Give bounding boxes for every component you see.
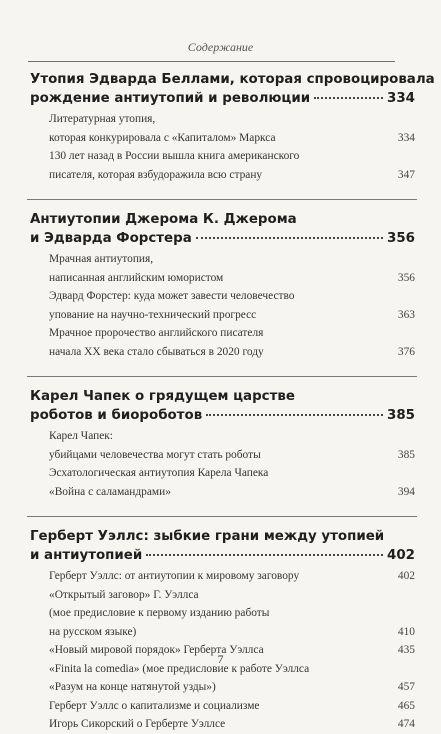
entry-page-number: 334 [397, 131, 415, 144]
dot-leader [196, 237, 383, 239]
section-title[interactable] [30, 210, 415, 248]
running-header: Содержание [187, 40, 254, 54]
section-entries [30, 110, 415, 184]
entry-page-number: 385 [397, 448, 415, 461]
section-title-line: Карел Чапек о грядущем царстве [30, 389, 295, 404]
entry-title-line: на русском языке) [49, 625, 137, 638]
section-title-line: Утопия Эдварда Беллами, которая спровоцировала [30, 72, 435, 87]
dot-leader [146, 554, 383, 556]
entry-title-line: Карел Чапек: [49, 430, 113, 442]
toc-section [30, 376, 415, 501]
entry-title-line: «Война с саламандрами» [49, 485, 171, 498]
table-of-contents [30, 70, 435, 734]
entry-title-line: Эсхатологическая антиутопия Карела Чапека [49, 467, 269, 479]
entry-title-line: Мрачная антиутопия, [49, 253, 154, 265]
toc-entry[interactable] [49, 697, 415, 716]
entry-title-line: «Finita la comedia» (мое предисловие к работе Уэллса [49, 662, 310, 675]
toc-entry[interactable] [49, 715, 415, 734]
section-title-line: роботов и биороботов [30, 408, 203, 423]
entry-title-line: «Новый мировой порядок» Герберта Уэллса [49, 644, 264, 656]
entry-title-line: 130 лет назад в России вышла книга американского [49, 150, 300, 162]
entry-title-line: «Разум на конце натянутой узды») [49, 681, 216, 693]
section-divider [27, 199, 417, 200]
entry-page-number: 474 [397, 718, 415, 730]
section-title-line: рождение антиутопий и революции [30, 91, 311, 106]
section-divider [27, 516, 417, 517]
toc-entry[interactable] [49, 567, 415, 586]
toc-entry[interactable] [49, 110, 415, 147]
entry-title-line: упование на научно-технический прогресс [49, 308, 257, 321]
entry-page-number: 356 [397, 271, 415, 284]
section-divider [27, 376, 417, 377]
entry-title-line: Игорь Сикорский о Герберте Уэллсе [49, 718, 226, 730]
section-title-line: и антиутопией [30, 548, 143, 563]
toc-entry[interactable] [49, 427, 415, 464]
page-number: 7 [217, 652, 224, 666]
entry-title-line: Литературная утопия, [49, 113, 156, 125]
toc-entry[interactable] [49, 586, 415, 642]
entry-page-number: 457 [397, 681, 415, 693]
toc-section [30, 70, 435, 184]
entry-title-line: Герберт Уэллс о капитализме и социализме [49, 699, 260, 712]
toc-section [30, 516, 415, 734]
section-entries [30, 427, 415, 501]
section-title[interactable] [30, 527, 415, 565]
entry-page-number: 363 [397, 308, 415, 321]
entry-title-line: Мрачное пророчество английского писателя [49, 327, 264, 339]
toc-entry[interactable] [49, 287, 415, 324]
toc-entry[interactable] [49, 324, 415, 361]
entry-page-number: 376 [397, 345, 415, 358]
section-title-line: и Эдварда Форстера [30, 231, 192, 246]
toc-entry[interactable] [49, 147, 415, 184]
section-page-number: 385 [387, 408, 415, 423]
toc-section [30, 199, 415, 361]
section-page-number: 356 [387, 231, 415, 246]
header-rule [28, 61, 395, 62]
section-title[interactable] [30, 70, 435, 108]
entry-title-line: (мое предисловие к первому изданию работы [49, 607, 270, 619]
section-title[interactable] [30, 387, 415, 425]
entry-title-line: писателя, которая взбудоражила всю страну [49, 168, 263, 181]
entry-title-line: начала XX века стало сбываться в 2020 году [49, 345, 264, 358]
entry-page-number: 435 [397, 644, 415, 656]
entry-page-number: 347 [397, 168, 415, 181]
section-title-line: Герберт Уэллс: зыбкие грани между утопией [30, 529, 385, 544]
entry-title-line: написанная английским юмористом [49, 271, 224, 284]
entry-page-number: 394 [397, 485, 415, 498]
entry-title-line: Герберт Уэллс: от антиутопии к мировому заговору [49, 570, 300, 582]
entry-page-number: 410 [397, 625, 415, 638]
section-page-number: 402 [387, 548, 415, 563]
section-page-number: 334 [387, 91, 415, 106]
section-entries [30, 567, 415, 734]
section-title-line: Антиутопии Джерома К. Джерома [30, 212, 297, 227]
entry-title-line: «Открытый заговор» Г. Уэллса [49, 588, 199, 601]
entry-title-line: убийцами человечества могут стать роботы [49, 448, 261, 461]
dot-leader [206, 414, 383, 416]
dot-leader [314, 97, 383, 99]
entry-title-line: Эдвард Форстер: куда может завести человечество [49, 290, 295, 302]
toc-entry[interactable] [49, 250, 415, 287]
entry-page-number: 402 [397, 570, 415, 582]
toc-entry[interactable] [49, 464, 415, 501]
section-entries [30, 250, 415, 361]
entry-page-number: 465 [397, 699, 415, 712]
entry-title-line: которая конкурировала с «Капиталом» Маркса [49, 131, 276, 144]
